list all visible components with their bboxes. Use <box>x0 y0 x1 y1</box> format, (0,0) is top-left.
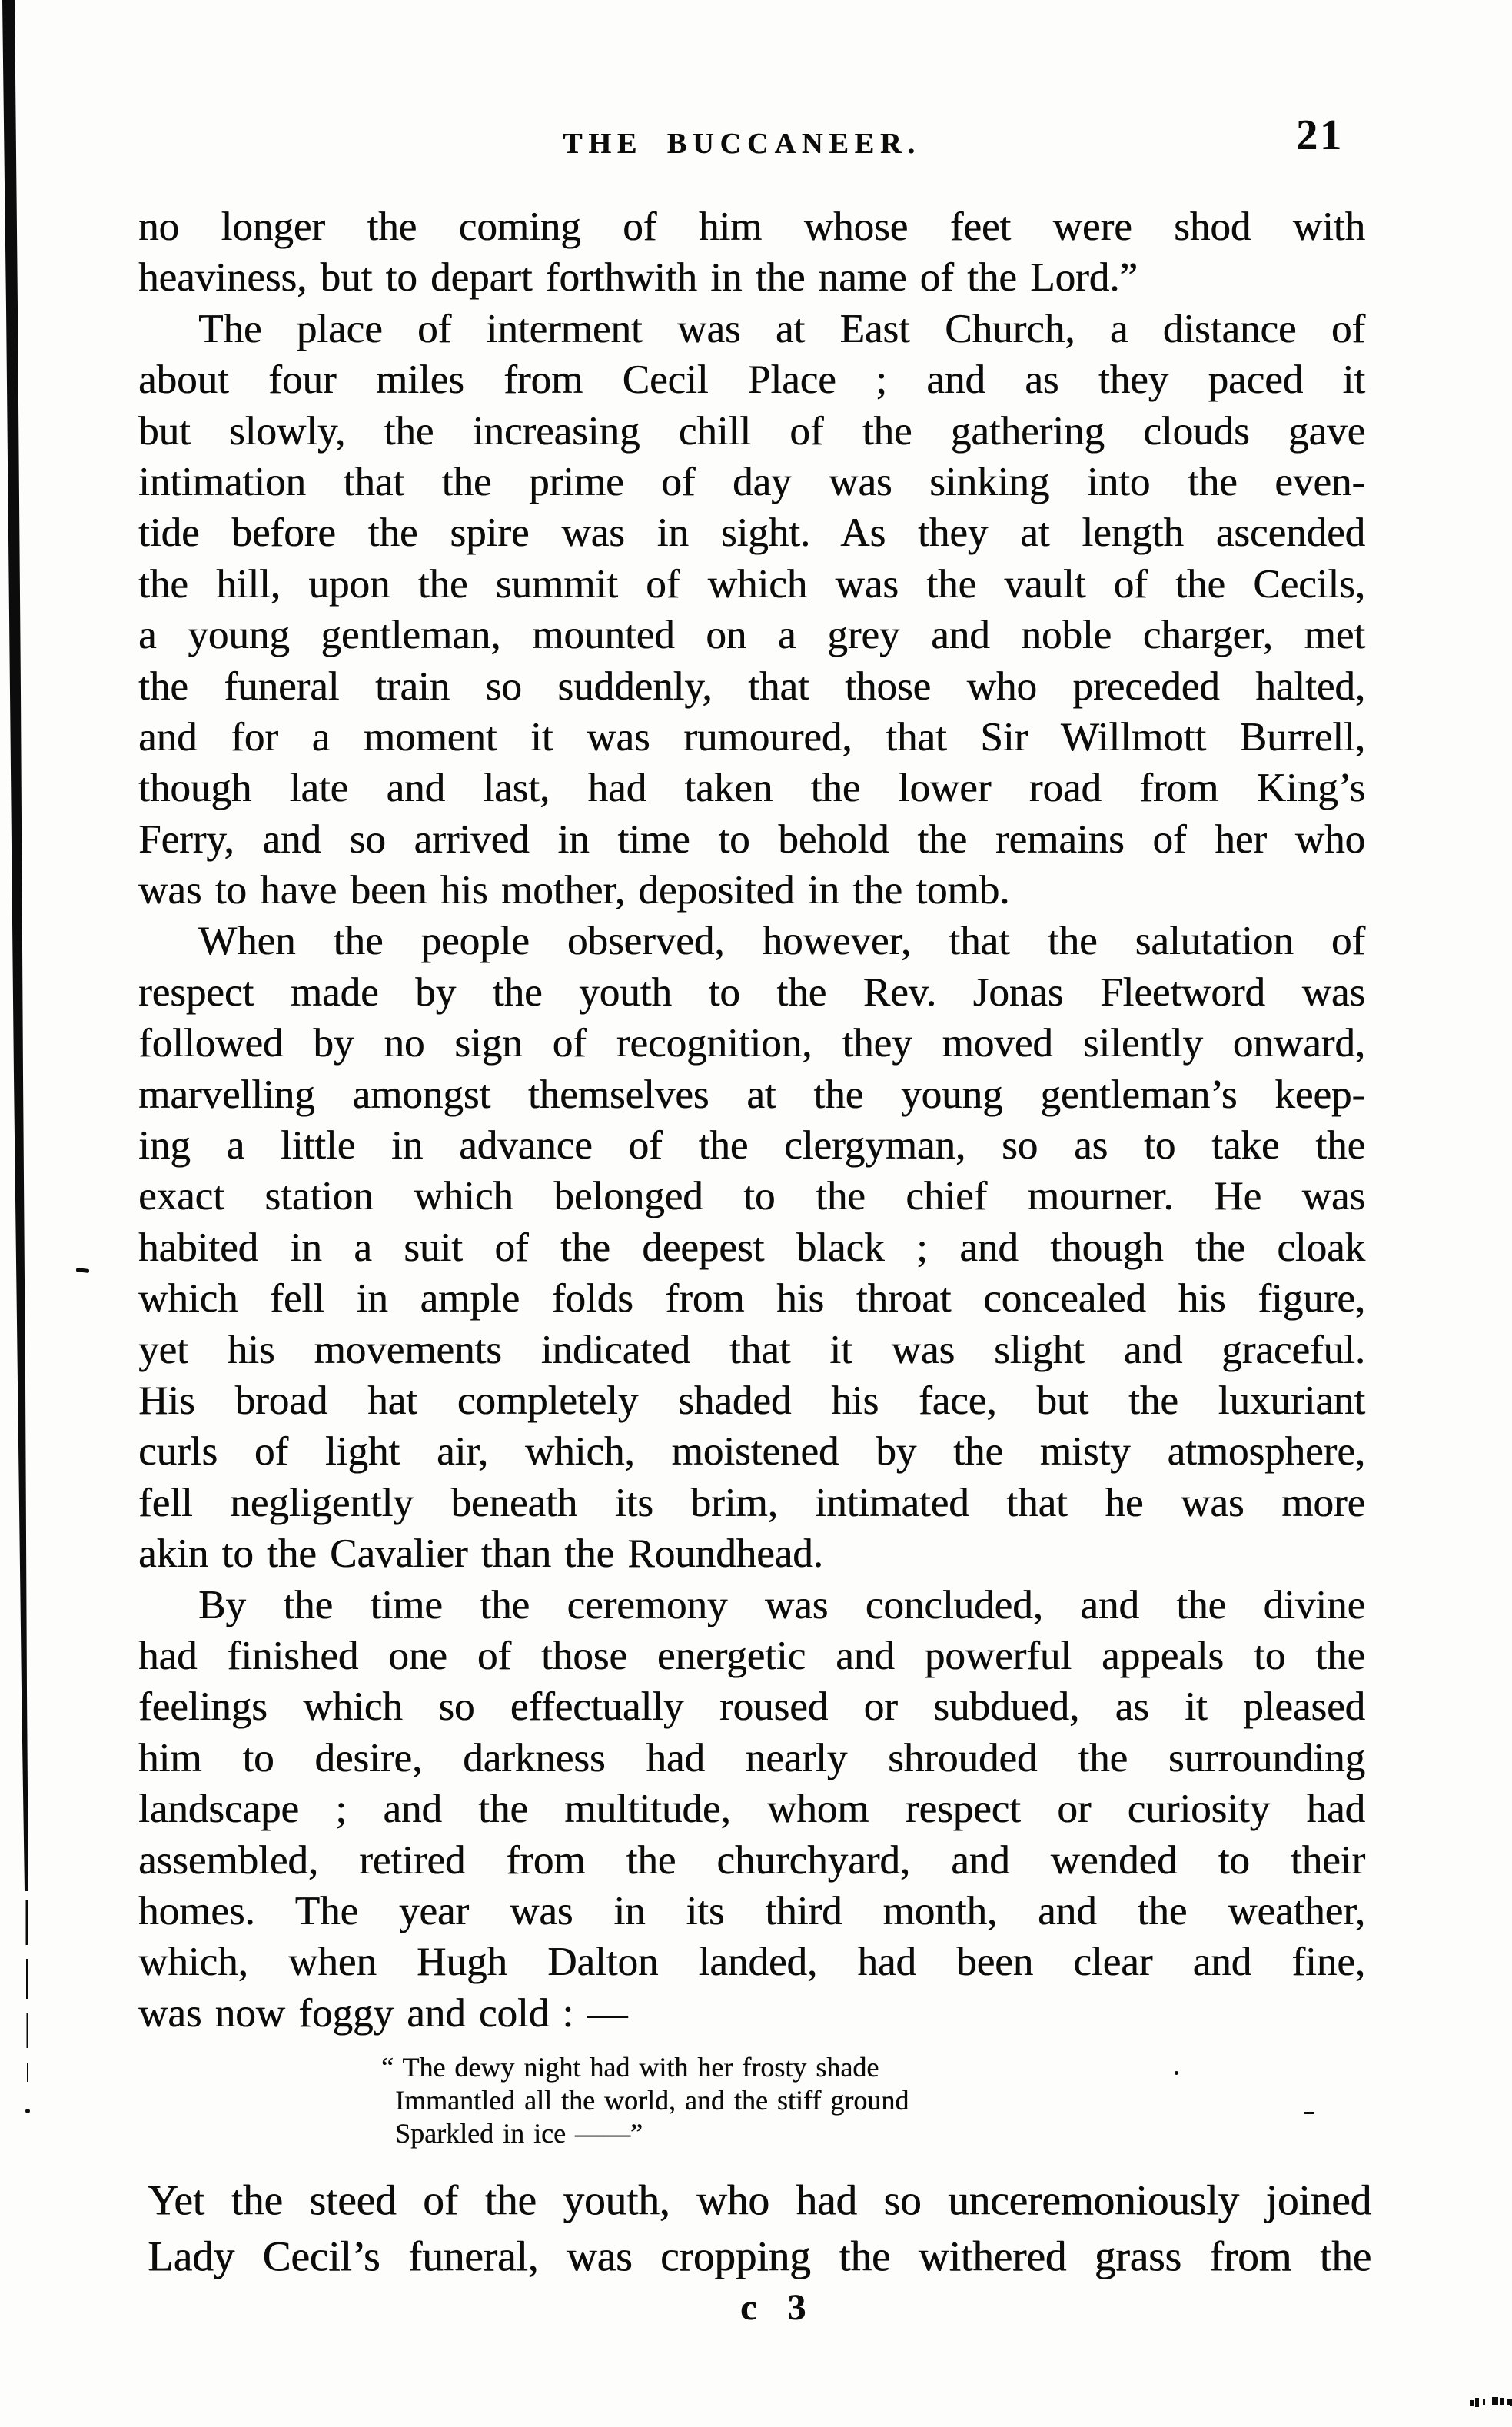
scan-artifact-speck <box>1304 2112 1314 2114</box>
text-line: the hill, upon the summit of which was the vault of the Cecils, <box>138 561 1365 607</box>
text-line: yet his movements indicated that it was slight and graceful. <box>138 1327 1365 1372</box>
text-line: ing a little in advance of the clergyman, so as to take the <box>138 1123 1365 1169</box>
text-line: followed by no sign of recognition, they moved silently onward, <box>138 1021 1365 1066</box>
text-line: fell negligently beneath its brim, intimated that he was more <box>138 1480 1365 1525</box>
text-line: The place of interment was at East Church, a distance of <box>198 306 1365 351</box>
text-line: him to desire, darkness had nearly shrouded the surrounding <box>138 1735 1365 1780</box>
text-line: had finished one of those energetic and powerful appeals to the <box>138 1633 1365 1678</box>
text-line: “ The dewy night had with her frosty shade <box>381 2052 879 2083</box>
text-line: His broad hat completely shaded his face, but the luxuriant <box>138 1378 1365 1423</box>
text-line: was to have been his mother, deposited in the tomb. <box>138 868 1010 913</box>
text-line: feelings which so effectually roused or subdued, as it pleased <box>138 1684 1365 1730</box>
text-line: By the time the ceremony was concluded, and the divine <box>198 1582 1365 1627</box>
text-line: akin to the Cavalier than the Roundhead. <box>138 1531 823 1577</box>
text-line: but slowly, the increasing chill of the gathering clouds gave <box>138 408 1365 454</box>
text-line: homes. The year was in its third month, and the weather, <box>138 1888 1365 1933</box>
running-title: THE BUCCANEER. <box>563 128 921 160</box>
text-line: Ferry, and so arrived in time to behold the remains of her who <box>138 816 1365 862</box>
text-line: respect made by the youth to the Rev. Jonas Fleetword was <box>138 969 1365 1015</box>
scan-artifact-corner-specks <box>1470 2392 1512 2414</box>
text-line: landscape ; and the multitude, whom respect or curiosity had <box>138 1787 1365 1832</box>
signature-mark: c 3 <box>740 2287 806 2328</box>
text-line: curls of light air, which, moistened by the misty atmosphere, <box>138 1429 1365 1474</box>
text-line: heaviness, but to depart forthwith in the name of the Lord.” <box>138 255 1138 301</box>
text-line: marvelling amongst themselves at the young gentleman’s keep- <box>138 1072 1365 1117</box>
scan-artifact-binding-bar <box>0 0 46 2153</box>
page-number: 21 <box>1296 111 1344 159</box>
scan-artifact-margin-dash <box>76 1268 89 1273</box>
text-line: and for a moment it was rumoured, that Sir Willmott Burrell, <box>138 714 1365 760</box>
text-line: about four miles from Cecil Place ; and as they paced it <box>138 357 1365 403</box>
text-line: Sparkled in ice ——” <box>395 2118 643 2149</box>
text-line: the funeral train so suddenly, that those who preceded halted, <box>138 663 1365 709</box>
text-line: assembled, retired from the churchyard, and wended to their <box>138 1837 1365 1883</box>
text-line: When the people observed, however, that the salutation of <box>198 919 1365 964</box>
text-line: was now foggy and cold : — <box>138 1990 628 2036</box>
text-line: intimation that the prime of day was sinking into the even- <box>138 459 1365 504</box>
body-text-block <box>138 201 1365 2039</box>
text-line: no longer the coming of him whose feet were shod with <box>138 204 1365 249</box>
text-line: habited in a suit of the deepest black ; and though the cloak <box>138 1225 1365 1270</box>
text-line: which, when Hugh Dalton landed, had been clear and fine, <box>138 1940 1365 1985</box>
closing-paragraph-block <box>148 2172 1371 2284</box>
text-line: Yet the steed of the youth, who had so unceremoniously joined <box>148 2176 1371 2223</box>
text-line: though late and last, had taken the lower road from King’s <box>138 766 1365 811</box>
text-line: exact station which belonged to the chief mourner. He was <box>138 1174 1365 1219</box>
text-line: tide before the spire was in sight. As they at length ascended <box>138 510 1365 556</box>
scan-artifact-speck <box>1175 2071 1178 2075</box>
text-line: a young gentleman, mounted on a grey and noble charger, met <box>138 613 1365 658</box>
verse-quote-block <box>381 2051 909 2150</box>
text-line: Immantled all the world, and the stiff ground <box>395 2085 909 2116</box>
text-line: which fell in ample folds from his throat concealed his figure, <box>138 1276 1365 1322</box>
text-line: Lady Cecil’s funeral, was cropping the withered grass from the <box>148 2233 1371 2279</box>
